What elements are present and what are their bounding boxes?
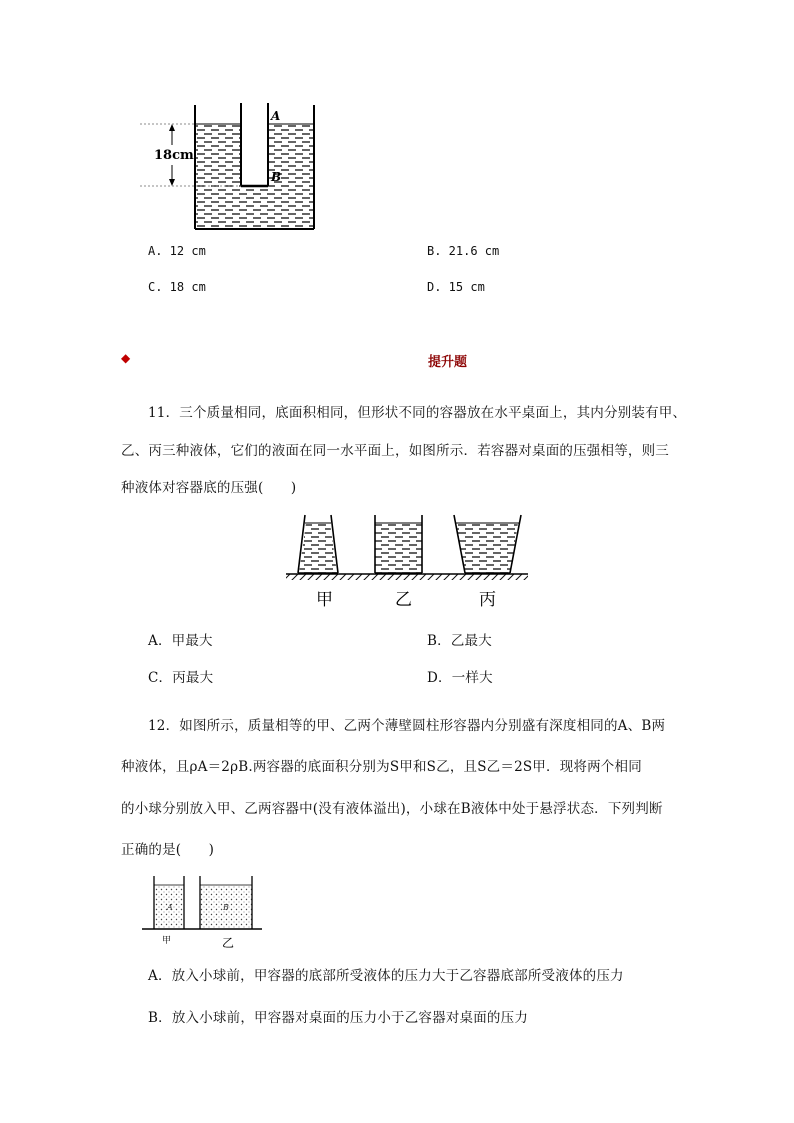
label-yi: 乙 (222, 936, 235, 950)
q11-option-d: D．一样大 (427, 670, 493, 686)
label-liquid-b: B (223, 903, 229, 912)
section-title: 提升题 (428, 355, 468, 370)
q12-figure (140, 868, 270, 950)
label-bing: 丙 (479, 590, 496, 610)
q10-option-b: B. 21.6 cm (427, 244, 500, 258)
q12-line-4: 正确的是( ) (121, 842, 215, 858)
q11-option-c: C．丙最大 (148, 670, 214, 686)
q11-option-b: B．乙最大 (427, 633, 492, 649)
depth-label: 18cm (154, 148, 194, 163)
label-yi: 乙 (395, 590, 412, 610)
q11-line-2: 乙、丙三种液体，它们的液面在同一水平面上，如图所示．若容器对桌面的压强相等，则三 (121, 443, 669, 459)
section-marker-icon: ◆ (121, 351, 131, 365)
label-a: A (271, 109, 281, 123)
q12-option-b: B．放入小球前，甲容器对桌面的压力小于乙容器对桌面的压力 (148, 1010, 529, 1026)
q12-line-2: 种液体，且ρA＝2ρB.两容器的底面积分别为S甲和S乙，且S乙＝2S甲．现将两个相同 (121, 759, 642, 775)
q12-line-1: 12．如图所示，质量相等的甲、乙两个薄壁圆柱形容器内分别盛有深度相同的A、B两 (148, 718, 666, 734)
q12-option-a: A．放入小球前，甲容器的底部所受液体的压力大于乙容器底部所受液体的压力 (148, 968, 624, 984)
label-liquid-a: A (167, 903, 173, 912)
label-b: B (271, 170, 282, 184)
label-jia: 甲 (316, 590, 333, 610)
q10-option-a: A. 12 cm (148, 244, 206, 258)
label-jia: 甲 (162, 936, 172, 946)
q10-option-d: D. 15 cm (427, 280, 485, 294)
q11-option-a: A．甲最大 (148, 633, 213, 649)
q11-line-3: 种液体对容器底的压强( ) (121, 480, 297, 496)
q11-line-1: 11．三个质量相同，底面积相同，但形状不同的容器放在水平桌面上，其内分别装有甲、 (148, 405, 687, 421)
q12-line-3: 的小球分别放入甲、乙两容器中(没有液体溢出)，小球在B液体中处于悬浮状态．下列判断 (121, 801, 663, 817)
q11-figure (282, 510, 532, 610)
q10-figure (140, 95, 330, 235)
q10-option-c: C. 18 cm (148, 280, 206, 294)
